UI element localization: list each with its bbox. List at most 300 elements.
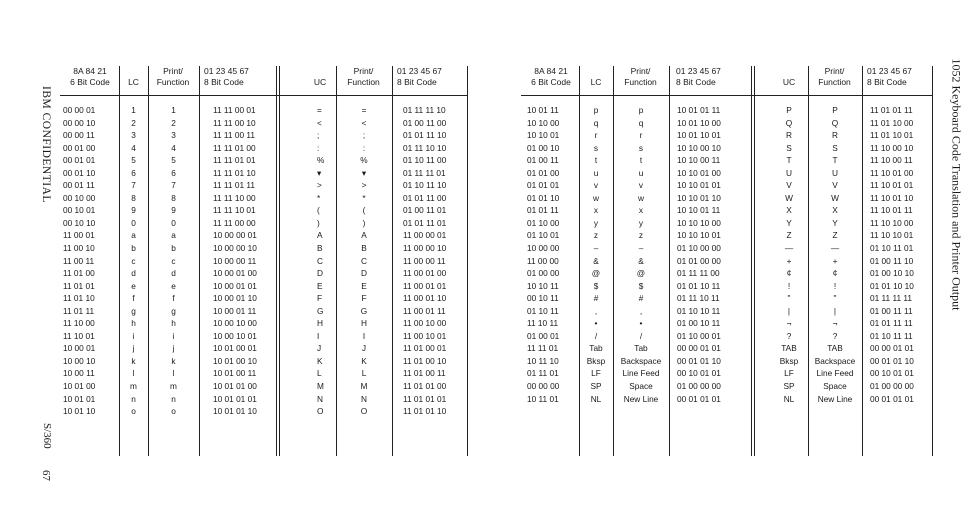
table-cell: 10 00 00 01 (213, 230, 257, 241)
table-cell: m (170, 381, 177, 392)
table-cell: 01 00 11 00 (403, 117, 447, 128)
table-cell: 10 01 01 10 (213, 406, 257, 417)
table-cell: 5 (171, 155, 176, 166)
table-cell: 11 11 01 11 (213, 180, 255, 191)
table-cell: 11 11 00 10 (213, 117, 256, 128)
table-cell: z (593, 230, 599, 241)
table-cell: < (361, 117, 367, 128)
table-cell: P (832, 105, 838, 115)
table-cell: h (171, 318, 176, 329)
table-cell: 01 11 01 (527, 368, 559, 379)
col-uc-print (336, 104, 392, 418)
table-cell: 11 10 11 (527, 318, 559, 329)
table-cell: 10 00 01 (63, 343, 96, 354)
table-cell: p (638, 105, 644, 115)
table-cell: 11 11 01 10 (213, 167, 256, 178)
table-cell: 11 01 01 01 (403, 393, 447, 404)
table-cell: 11 10 10 00 (870, 217, 914, 228)
table-cell: 6 (131, 167, 136, 178)
col-lc-8bit (677, 104, 721, 405)
table-cell: & (638, 255, 644, 266)
table-cell: L (361, 368, 367, 379)
table-cell: k (131, 355, 136, 366)
table-cell: 01 10 00 (527, 217, 560, 228)
header-lc-8bit: 01 23 45 67 8 Bit Code (676, 66, 721, 87)
table-cell: f (172, 293, 175, 304)
table-cell: 01 01 11 (527, 205, 559, 216)
table-cell: ¢ (786, 268, 792, 279)
table-cell: 01 01 10 10 (870, 280, 914, 291)
table-cell: + (786, 255, 792, 266)
table-cell: 11 00 01 (63, 230, 95, 241)
table-cell: ▾ (361, 167, 367, 178)
table-cell: 00 00 01 01 (677, 343, 721, 354)
table-cell: $ (593, 280, 599, 291)
table-cell: | (787, 305, 791, 316)
table-cell: c (131, 255, 136, 266)
table-cell: 01 00 11 (527, 155, 559, 166)
table-cell: 8 (131, 192, 136, 203)
table-cell: G (317, 305, 324, 316)
table-cell: ? (832, 330, 838, 341)
table-cell: % (317, 155, 325, 166)
table-cell: H (361, 318, 367, 329)
table-cell: : (362, 142, 366, 153)
table-cell: 01 01 10 (527, 192, 560, 203)
header-lc: LC (128, 77, 139, 87)
col-uc-print (808, 104, 862, 405)
table-cell: G (360, 305, 368, 316)
table-cell: 11 10 01 00 (870, 167, 914, 178)
table-cell: 01 00 00 00 (677, 381, 721, 392)
table-cell: 10 01 00 10 (213, 355, 257, 366)
table-cell: 01 11 10 10 (403, 142, 447, 153)
table-cell: i (172, 330, 175, 341)
table-cell: U (786, 167, 792, 178)
table-cell: 01 10 11 (527, 305, 559, 316)
table-cell: 11 00 00 (527, 255, 559, 266)
table-cell: E (361, 280, 367, 291)
table-cell: 11 00 11 (63, 255, 95, 266)
table-cell: 10 01 10 (63, 406, 96, 417)
table-cell: LF (591, 368, 601, 379)
table-cell: s (593, 142, 599, 153)
table-cell: 11 11 01 00 (213, 142, 256, 153)
table-cell: q (593, 117, 599, 128)
table-cell: w (638, 192, 644, 203)
table-cell: 10 00 10 01 (213, 330, 257, 341)
table-cell: 01 01 00 00 (677, 255, 721, 266)
table-cell: Bksp (779, 355, 799, 366)
table-cell: ¢ (832, 268, 838, 279)
table-cell: 10 00 10 (63, 355, 96, 366)
table-cell: S (832, 142, 838, 153)
table-cell: > (317, 180, 322, 191)
table-cell: & (593, 255, 599, 266)
table-cell: 10 11 10 (527, 355, 559, 366)
table-cell: Z (832, 230, 838, 241)
table-cell: 10 01 00 01 (213, 343, 257, 354)
table-cell: 7 (171, 180, 176, 191)
table-cell: h (131, 318, 136, 329)
table-cell: 00 01 01 (63, 155, 96, 166)
table-cell: NL (783, 393, 795, 404)
table-cell: Q (831, 117, 839, 128)
table-cell: O (360, 406, 368, 417)
table-cell: c (171, 255, 176, 266)
table-cell: 10 11 01 (527, 393, 559, 404)
col-uc (317, 104, 324, 418)
table-cell: 10 00 01 01 (213, 280, 257, 291)
table-cell: 11 01 10 (63, 293, 95, 304)
table-cell: / (639, 330, 643, 341)
table-cell: 10 00 00 10 (213, 243, 257, 254)
table-cell: 01 10 11 01 (870, 243, 914, 254)
table-cell: D (317, 268, 323, 279)
table-cell: x (638, 205, 644, 216)
col-uc-8bit (403, 104, 446, 418)
table-cell: 00 10 01 01 (870, 368, 914, 379)
table-cell: 10 10 01 10 (677, 192, 721, 203)
table-cell: 01 11 10 11 (677, 293, 720, 304)
header-uc-8bit: 01 23 45 67 8 Bit Code (867, 66, 912, 87)
table-cell: X (832, 205, 838, 216)
table-cell: I (317, 330, 320, 341)
table-cell: 01 10 00 00 (677, 243, 721, 254)
table-cell: 10 00 10 00 (213, 318, 257, 329)
col-lc-8bit (213, 104, 257, 418)
table-cell: ▾ (317, 167, 322, 178)
table-cell: u (593, 167, 599, 178)
table-cell: A (361, 230, 367, 241)
table-cell: 1 (171, 105, 176, 115)
table-cell: @ (591, 268, 601, 279)
table-cell: 01 11 11 11 (870, 293, 912, 304)
table-cell: 00 01 01 10 (870, 355, 914, 366)
table-cell: 10 10 01 11 (677, 205, 721, 216)
table-cell: Line Feed (816, 368, 854, 379)
table-cell: J (317, 343, 322, 354)
table-cell: • (639, 318, 643, 329)
table-cell: 10 10 01 00 (677, 167, 721, 178)
table-cell: 10 10 01 01 (677, 180, 721, 191)
table-cell: ( (362, 205, 366, 216)
table-cell: 11 11 01 01 (213, 155, 256, 166)
table-cell: 11 01 10 00 (870, 117, 914, 128)
table-cell: 11 00 00 10 (403, 243, 447, 254)
table-cell: p (593, 105, 599, 115)
table-cell: Z (786, 230, 792, 241)
table-cell: A (317, 230, 323, 241)
header-rule (60, 95, 468, 96)
table-cell: L (317, 368, 322, 379)
table-cell: 10 00 01 11 (213, 305, 257, 316)
table-cell: % (360, 155, 368, 166)
table-cell: t (594, 155, 598, 166)
table-cell: k (171, 355, 176, 366)
table-cell: 10 10 11 (527, 280, 559, 291)
table-cell: 2 (171, 117, 176, 128)
table-cell: 11 01 01 (63, 280, 95, 291)
table-cell: 10 01 01 11 (677, 105, 721, 115)
table-cell: P (786, 105, 792, 115)
header-6bit: 8A 84 21 6 Bit Code (70, 66, 110, 87)
table-cell: 10 01 01 (63, 393, 96, 404)
table-cell: — (830, 243, 840, 254)
table-cell: Line Feed (622, 368, 660, 379)
table-cell: 11 01 01 00 (403, 381, 447, 392)
table-cell: LF (784, 368, 794, 379)
table-cell: ¬ (832, 318, 838, 329)
table-cell: 11 10 01 01 (870, 180, 914, 191)
col-uc (771, 104, 807, 405)
table-cell: SP (590, 381, 602, 392)
table-cell: 01 00 00 (527, 268, 560, 279)
table-cell: ) (317, 217, 320, 228)
table-cell: 00 01 01 10 (677, 355, 721, 366)
table-cell: — (784, 243, 794, 254)
col-uc-8bit (870, 104, 914, 405)
table-cell: NL (590, 393, 602, 404)
table-cell: R (832, 130, 838, 141)
table-cell: 01 01 10 11 (677, 280, 721, 291)
table-cell: ; (362, 130, 366, 141)
table-cell: 00 00 10 (63, 117, 96, 128)
table-cell: 10 00 11 (63, 368, 95, 379)
table-cell: D (361, 268, 367, 279)
table-cell: 00 01 01 01 (870, 393, 914, 404)
table-cell: Bksp (586, 355, 606, 366)
table-cell: @ (636, 268, 646, 279)
table-cell: v (593, 180, 599, 191)
table-cell: 11 01 00 (63, 268, 95, 279)
table-cell: Backspace (620, 355, 662, 366)
table-cell: J (361, 343, 367, 354)
table-cell: 01 01 11 00 (403, 192, 447, 203)
table-cell: 11 00 10 01 (403, 330, 447, 341)
table-cell: 01 01 11 11 (870, 318, 913, 329)
table-cell: n (131, 393, 136, 404)
table-cell: b (171, 243, 176, 254)
table-cell: 9 (131, 205, 136, 216)
header-uc-8bit: 01 23 45 67 8 Bit Code (397, 66, 442, 87)
table-cell: SP (783, 381, 795, 392)
table-cell: Space (823, 381, 847, 392)
table-cell: 10 00 00 (527, 243, 560, 254)
header-6bit: 8A 84 21 6 Bit Code (531, 66, 571, 87)
table-cell: 11 10 10 01 (870, 230, 914, 241)
table-cell: w (593, 192, 599, 203)
table-cell: S (786, 142, 792, 153)
table-cell: , (594, 305, 598, 316)
table-cell: N (317, 393, 323, 404)
table-cell: C (361, 255, 367, 266)
table-cell: 01 00 10 (527, 142, 560, 153)
table-cell: ! (833, 280, 837, 291)
table-cell: 00 10 01 (63, 205, 96, 216)
table-cell: e (171, 280, 176, 291)
table-cell: 01 00 00 00 (870, 381, 914, 392)
table-cell: X (786, 205, 792, 216)
table-cell: 4 (131, 142, 136, 153)
table-cell: 01 11 11 01 (403, 167, 446, 178)
table-cell: 01 10 11 00 (403, 155, 447, 166)
right-margin-title: 1052 Keyboard Code Translation and Printer Output (949, 58, 964, 311)
table-cell: , (639, 305, 643, 316)
table-cell: 01 01 11 10 (403, 130, 447, 141)
table-cell: * (317, 192, 321, 203)
table-cell: j (132, 343, 135, 354)
table-cell: 4 (171, 142, 176, 153)
table-cell: New Line (623, 393, 659, 404)
table-cell: 11 00 01 00 (403, 268, 447, 279)
table-cell: q (638, 117, 644, 128)
table-cell: 0 (131, 217, 136, 228)
table-cell: 00 10 11 (527, 293, 559, 304)
table-cell: 00 01 00 (63, 142, 96, 153)
table-cell: 10 10 00 11 (677, 155, 721, 166)
table-cell: U (832, 167, 838, 178)
table-cell: d (131, 268, 136, 279)
table-cell: 11 10 00 11 (870, 155, 913, 166)
table-cell: * (362, 192, 366, 203)
col-6bit (63, 104, 95, 418)
table-cell: 01 00 11 10 (870, 255, 914, 266)
table-cell: 10 00 01 10 (213, 293, 257, 304)
header-lc: LC (590, 77, 602, 87)
table-cell: 10 01 00 (63, 381, 96, 392)
table-cell: New Line (817, 393, 853, 404)
page-number: 67 (40, 470, 52, 481)
table-cell: " (833, 293, 837, 304)
table-cell: 01 10 01 (527, 230, 560, 241)
table-cell: 5 (131, 155, 136, 166)
table-cell: 11 11 10 01 (213, 205, 256, 216)
table-cell: 11 00 00 11 (403, 255, 446, 266)
table-cell: 01 10 11 10 (403, 180, 447, 191)
table-cell: l (132, 368, 135, 379)
table-cell: 10 10 01 (527, 130, 560, 141)
table-cell: 01 00 11 11 (870, 305, 913, 316)
table-cell: Y (786, 217, 792, 228)
right-code-table (521, 66, 936, 456)
table-cell: ) (362, 217, 366, 228)
table-cell: 8 (171, 192, 176, 203)
table-cell: # (638, 293, 644, 304)
table-cell: 00 01 11 (63, 180, 95, 191)
table-cell: 11 00 01 11 (403, 305, 446, 316)
table-cell: 11 01 10 01 (870, 130, 914, 141)
table-cell: K (317, 355, 323, 366)
table-cell: y (593, 217, 599, 228)
table-cell: H (317, 318, 323, 329)
table-cell: TAB (781, 343, 797, 354)
table-cell: $ (638, 280, 644, 291)
table-cell: : (317, 142, 320, 153)
table-cell: | (833, 305, 837, 316)
col-6bit (527, 104, 559, 405)
table-cell: 10 01 01 00 (213, 381, 257, 392)
table-cell: 00 01 10 (63, 167, 96, 178)
table-cell: 11 10 01 10 (870, 192, 914, 203)
table-cell: B (317, 243, 323, 254)
header-uc-print: Print/ Function (347, 66, 380, 87)
table-cell: 10 01 10 01 (677, 130, 721, 141)
table-cell: l (172, 368, 175, 379)
table-cell: y (638, 217, 644, 228)
table-cell: Y (832, 217, 838, 228)
table-cell: j (172, 343, 175, 354)
col-lc-print (148, 104, 199, 418)
table-cell: " (787, 293, 791, 304)
table-cell: ; (317, 130, 320, 141)
table-cell: Backspace (814, 355, 856, 366)
table-cell: 01 00 10 10 (870, 268, 914, 279)
table-cell: 11 00 10 (63, 243, 95, 254)
table-cell: 01 01 01 (527, 180, 560, 191)
table-cell: 01 00 11 01 (403, 205, 447, 216)
table-cell: 10 01 01 01 (213, 393, 257, 404)
table-cell: – (593, 243, 599, 254)
table-cell: 0 (171, 217, 176, 228)
table-cell: TAB (827, 343, 843, 354)
table-cell: B (361, 243, 367, 254)
table-cell: 10 00 01 00 (213, 268, 257, 279)
table-cell: 11 11 00 00 (213, 217, 256, 228)
header-lc-print: Print/ Function (624, 66, 657, 87)
table-cell: 3 (131, 130, 136, 141)
table-cell: f (132, 293, 135, 304)
table-cell: > (361, 180, 367, 191)
table-cell: / (594, 330, 598, 341)
table-cell: 01 01 00 (527, 167, 560, 178)
table-cell: F (361, 293, 367, 304)
table-cell: Tab (634, 343, 648, 354)
table-cell: Q (785, 117, 793, 128)
table-cell: I (362, 330, 366, 341)
left-margin-title: IBM CONFIDENTIAL (40, 86, 52, 203)
table-cell: g (131, 305, 136, 316)
table-cell: 10 00 00 11 (213, 255, 257, 266)
table-cell: 2 (131, 117, 136, 128)
table-cell: 01 00 10 11 (677, 318, 721, 329)
table-cell: 00 00 11 (63, 130, 95, 141)
table-cell: 11 11 00 01 (213, 105, 256, 115)
header-lc-print: Print/ Function (156, 66, 190, 87)
table-cell: ( (317, 205, 320, 216)
table-cell: 7 (131, 180, 136, 191)
table-cell: 00 00 01 01 (870, 343, 914, 354)
table-cell: R (786, 130, 792, 141)
header-lc-8bit: 01 23 45 67 8 Bit Code (204, 66, 249, 87)
table-cell: 00 00 00 (527, 381, 560, 392)
table-cell: • (594, 318, 598, 329)
table-cell: d (171, 268, 176, 279)
table-cell: 10 01 11 (527, 105, 559, 115)
table-cell: 11 00 01 01 (403, 280, 447, 291)
table-cell: M (317, 381, 324, 392)
table-cell: ? (786, 330, 792, 341)
table-cell: 11 11 00 11 (213, 130, 255, 141)
table-cell: v (638, 180, 644, 191)
left-code-table (60, 66, 470, 456)
table-cell: W (785, 192, 793, 203)
table-cell: i (132, 330, 135, 341)
table-cell: F (317, 293, 323, 304)
table-cell: 10 10 10 01 (677, 230, 721, 241)
table-cell: 11 10 00 10 (870, 142, 914, 153)
table-cell: r (639, 130, 643, 141)
